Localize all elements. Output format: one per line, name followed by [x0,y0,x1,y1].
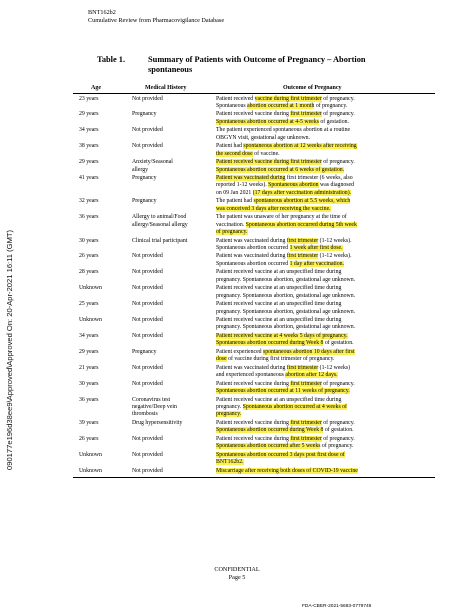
medical-history-cell [132,111,216,118]
highlighted-text: of pregnancy. [216,229,248,235]
outcome-text: of gestation. [318,118,349,125]
table-row [0,285,474,300]
outcome-cell [216,198,438,213]
medical-history-line: Drug hypersensitivity [132,419,183,426]
medical-history-line: Not provided [132,451,163,458]
outcome-line [216,468,438,475]
age-cell: 29 years [79,348,99,355]
highlighted-text: Miscarriage after receiving both doses of COVID-19 vaccine [216,467,358,474]
page-number: Page 5 [228,574,246,581]
highlighted-text: Patient received vaccine at 4 weeks 5 days of pregnancy. [216,332,348,339]
age-cell: 41 years [79,175,99,181]
outcome-text: OBGYN visit, gestational age unknown. [216,134,311,141]
column-header-medical-history: Medical History [145,85,187,91]
table-row [0,365,474,380]
highlighted-text: 1 day after vaccination. [289,260,344,267]
outcome-text: Spontaneous abortion occurred [216,244,290,251]
table-row [0,381,474,396]
table-row [0,397,474,419]
highlighted-text: (17 days after vaccination administration). [252,189,352,196]
highlighted-text: Spontaneous abortion occurred at 6 weeks of gestation. [216,166,345,173]
age-cell: 39 years [79,419,99,426]
outcome-cell [216,301,438,316]
outcome-cell [216,420,438,435]
outcome-cell [216,397,438,419]
medical-history-line: Not provided [132,285,163,292]
table-row [0,159,474,174]
outcome-line [216,111,438,118]
table-title-line: spontaneous [148,64,193,74]
outcome-text: of pregnancy. [321,95,355,102]
table-row [0,333,474,348]
outcome-text: and experienced spontaneous [216,372,286,379]
medical-history-line: Not provided [132,435,163,442]
outcome-text: Patient received vaccine during [216,419,291,426]
age-cell: Unknown [79,317,102,323]
medical-history-line: Not provided [132,95,163,102]
highlighted-text: spontaneous abortion at 12 weeks after receiving [243,143,357,150]
medical-history-cell [132,317,216,324]
medical-history-cell [132,238,216,245]
medical-history-cell [132,333,216,340]
highlighted-text: first trimester [290,380,322,387]
outcome-line [216,356,438,363]
medical-history-cell [132,301,216,308]
table-row [0,238,474,253]
highlighted-text: BNT162b2. [216,459,244,465]
medical-history-line: Allergy to animal/Food [132,214,187,221]
outcome-text: Patient received vaccine during [216,380,291,387]
outcome-line [216,269,438,276]
outcome-text: Patient received vaccine at an unspecified time during [216,301,342,308]
column-header-age: Age [91,85,101,91]
outcome-text: Patient was vaccinated during [216,237,287,244]
outcome-line [216,452,438,459]
highlighted-text: Spontaneous abortion [268,182,319,189]
highlighted-text: abortion occurred at 1 month [247,102,315,109]
highlighted-text: Spontaneous abortion occurred 3 days post first dose of [216,451,345,458]
outcome-line [216,238,438,245]
table-row [0,420,474,435]
outcome-text: Patient received vaccine during [216,435,291,442]
highlighted-text: first trimester [286,237,319,244]
outcome-line [216,397,438,404]
highlighted-text: first trimester [290,111,322,118]
outcome-text: (1-12 weeks). [318,253,352,260]
outcome-line [216,317,438,324]
outcome-line [216,436,438,443]
outcome-line [216,404,438,411]
highlighted-text: abortion after 12 days. [285,372,338,379]
highlighted-text: vaccine during first trimester [254,95,322,102]
document-reference: FDA-CBER-2021-5683-0779749 [302,604,372,609]
outcome-line [216,222,438,229]
age-cell: 32 years [79,198,99,205]
table-row [0,214,474,236]
table-row [0,198,474,213]
highlighted-text: Spontaneous abortion occurred during 5th week [245,221,357,228]
outcome-line [216,143,438,150]
outcome-text: Patient received vaccine during [216,111,291,118]
outcome-line [216,253,438,260]
medical-history-line: Not provided [132,380,163,387]
medical-history-line: Not provided [132,253,163,260]
table-number: Table 1. [97,55,126,64]
outcome-line [216,198,438,205]
outcome-line [216,443,438,450]
medical-history-line: Pregnancy [132,175,157,181]
outcome-text: Patient was vaccinated during [216,253,287,260]
highlighted-text: first trimester [286,253,319,260]
outcome-text: Patient received vaccine at an unspecified time during [216,396,342,403]
outcome-line [216,182,438,189]
outcome-line [216,96,438,103]
outcome-line [216,261,438,268]
outcome-cell [216,436,438,451]
outcome-cell [216,127,438,142]
table-row [0,468,474,475]
outcome-text: first trimester (6 weeks, also [285,175,353,181]
outcome-text: of pregnancy. [321,419,355,426]
outcome-line [216,381,438,388]
outcome-line [216,324,438,331]
outcome-text: pregnancy. Spontaneous abortion, gestational age unknown. [216,276,356,283]
medical-history-cell [132,96,216,103]
medical-history-line: Clinical trial participant [132,237,188,244]
outcome-text: Patient received vaccine at an unspecified time during [216,285,342,292]
medical-history-cell [132,143,216,150]
table-row [0,452,474,467]
table-row [0,253,474,268]
age-cell: 28 years [79,269,99,276]
medical-history-line: negative/Deep vein [132,403,177,410]
highlighted-text: first trimester [286,364,319,371]
medical-history-line: Pregnancy [132,198,157,205]
outcome-cell [216,143,438,158]
outcome-text: The patient experienced spontaneous abortion at a routine [216,127,351,134]
outcome-text: Patient experienced [216,348,263,355]
outcome-cell [216,214,438,236]
medical-history-line: Not provided [132,301,163,308]
outcome-line [216,411,438,418]
highlighted-text: Spontaneous abortion occurred during Week 8 [216,427,324,434]
outcome-cell [216,468,438,475]
table-row [0,96,474,111]
outcome-text: Patient was vaccinated during [216,364,287,371]
outcome-line [216,388,438,395]
medical-history-line: Anxiety/Seasonal [132,159,173,166]
outcome-text: of vaccine during first trimester of pregnancy. [226,356,335,363]
highlighted-text: Spontaneous abortion occurred at 4-5 weeks [216,118,319,125]
outcome-cell [216,238,438,253]
medical-history-cell [132,349,216,356]
medical-history-cell [132,159,216,174]
highlighted-text: spontaneous abortion 10 days after first [263,348,355,355]
medical-history-line: Not provided [132,127,163,134]
highlighted-text: Spontaneous abortion occurred at 4 weeks of [242,403,347,410]
age-cell: 29 years [79,159,99,166]
age-cell: 26 years [79,253,99,260]
outcome-text: Patient received vaccine at an unspecified time during [216,269,342,276]
outcome-cell [216,159,438,174]
outcome-text: The patient had [216,198,254,205]
outcome-line [216,214,438,221]
highlighted-text: Spontaneous abortion occurred at 11 weeks of pregnancy. [216,388,350,394]
outcome-cell [216,452,438,467]
table-bottom-rule [73,477,435,478]
highlighted-text: dose [216,356,227,363]
outcome-cell [216,349,438,364]
outcome-text: Spontaneous abortion occurred [216,260,290,267]
table-row [0,143,474,158]
medical-history-cell [132,397,216,419]
table-row [0,301,474,316]
outcome-text: pregnancy. [216,403,243,410]
outcome-line [216,167,438,174]
outcome-line [216,127,438,134]
age-cell: 29 years [79,111,99,118]
medical-history-cell [132,175,216,182]
medical-history-cell [132,436,216,443]
outcome-line [216,159,438,166]
outcome-line [216,459,438,466]
age-cell: Unknown [79,467,102,474]
table-title-line: Summary of Patients with Outcome of Pregnancy – Abortion [148,55,366,64]
medical-history-line: Not provided [132,332,163,339]
table-row [0,269,474,284]
outcome-text: Patient received [216,95,255,102]
approval-stamp: 090177e196d38ee9\Approved\Approved On: 20-Apr-2021 16:11 (GMT) [5,229,14,470]
outcome-cell [216,285,438,300]
outcome-cell [216,365,438,380]
highlighted-text: 1 week after first dose. [289,244,343,251]
medical-history-line: allergy/Seasonal allergy [132,221,188,228]
highlighted-text: was conceived 3 days after receiving the vaccine. [216,205,331,212]
medical-history-cell [132,214,216,229]
document-subtitle: Cumulative Review from Pharmacovigilance Database [88,17,225,25]
outcome-line [216,135,438,142]
outcome-text: of gestation. [323,427,354,434]
outcome-text: of gestation. [323,340,354,347]
outcome-text: Patient received vaccine at an unspecified time during [216,317,342,323]
age-cell: 36 years [79,396,99,403]
outcome-line [216,245,438,252]
medical-history-line: Not provided [132,317,163,323]
age-cell: 36 years [79,214,99,221]
outcome-line [216,365,438,372]
outcome-line [216,285,438,292]
age-cell: 30 years [79,237,99,244]
outcome-line [216,427,438,434]
product-name: BNT162b2 [88,9,116,16]
outcome-line [216,277,438,284]
outcome-line [216,372,438,379]
highlighted-text: Spontaneous abortion occurred during Week 8 [216,340,324,347]
age-cell: 23 years [79,95,99,102]
medical-history-line: allergy [132,166,148,173]
highlighted-text: first trimester [290,419,322,426]
outcome-text: pregnancy. Spontaneous abortion, gestational age unknown. [216,292,356,299]
confidential-label: CONFIDENTIAL [214,566,260,573]
table-row [0,111,474,126]
medical-history-cell [132,381,216,388]
medical-history-line: thrombosis [132,411,158,418]
outcome-text: of pregnancy. [321,435,355,442]
outcome-text: of pregnancy. [314,102,348,109]
medical-history-cell [132,285,216,292]
outcome-cell [216,381,438,396]
highlighted-text: pregnancy. [216,411,242,418]
highlighted-text: spontaneous abortion at 5.5 weeks, which [253,198,351,205]
outcome-text: pregnancy. Spontaneous abortion, gestational age unknown. [216,324,356,331]
outcome-line [216,190,438,197]
outcome-text: The patient was unaware of her pregnancy at the time of [216,214,347,221]
age-cell: 21 years [79,364,99,371]
outcome-cell [216,253,438,268]
outcome-text: of pregnancy. [321,380,355,387]
outcome-text: of pregnancy. [321,159,355,166]
table-title [148,55,438,74]
outcome-text: was diagnosed [318,182,354,189]
outcome-cell [216,111,438,126]
outcome-text: of pregnancy. [321,111,355,118]
age-cell: 26 years [79,435,99,442]
age-cell: Unknown [79,285,102,292]
outcome-cell [216,333,438,348]
age-cell: 30 years [79,380,99,387]
medical-history-line: Pregnancy [132,348,157,355]
outcome-line [216,340,438,347]
outcome-text: vaccination. [216,221,246,228]
outcome-text: Spontaneous [216,102,248,109]
age-cell: 34 years [79,332,99,339]
document-header [88,9,224,25]
medical-history-cell [132,127,216,134]
outcome-line [216,206,438,213]
outcome-text: of vaccine. [252,150,280,157]
outcome-text: (1-12 weeks). [318,237,352,244]
outcome-cell [216,269,438,284]
age-cell: 38 years [79,143,99,150]
medical-history-cell [132,468,216,475]
table-row [0,127,474,142]
outcome-line [216,151,438,158]
outcome-cell [216,96,438,111]
outcome-text: pregnancy. Spontaneous abortion, gestational age unknown. [216,308,356,315]
highlighted-text: Spontaneous abortion occurred after 5 weeks [216,443,321,450]
highlighted-text: the second dose [216,150,253,157]
column-header-outcome: Outcome of Pregnancy [283,85,342,91]
table-row [0,349,474,364]
medical-history-cell [132,452,216,459]
highlighted-text: Patient received vaccine during first trimester [216,159,322,166]
medical-history-cell [132,253,216,260]
outcome-line [216,301,438,308]
outcome-text: reported 1-12 weeks). [216,182,269,189]
outcome-text: Patient had [216,143,244,150]
medical-history-line: Pregnancy [132,111,157,118]
age-cell: 25 years [79,301,99,308]
medical-history-line: Not provided [132,467,163,474]
age-cell: Unknown [79,451,102,458]
medical-history-line: Not provided [132,269,163,276]
outcome-cell [216,317,438,332]
outcome-text: (1-12 weeks) [318,364,351,371]
table-row [0,175,474,197]
outcome-line [216,229,438,236]
medical-history-cell [132,365,216,372]
table-row [0,436,474,451]
outcome-text: on 09 Jan 2021 [216,189,253,196]
highlighted-text: Patient was vaccinated during [216,175,286,181]
medical-history-cell [132,269,216,276]
outcome-line [216,103,438,110]
highlighted-text: first trimester [290,435,322,442]
medical-history-line: Not provided [132,143,163,150]
outcome-line [216,309,438,316]
outcome-line [216,293,438,300]
outcome-line [216,119,438,126]
header-rule [73,93,435,94]
outcome-cell [216,175,438,197]
table-row [0,317,474,332]
age-cell: 34 years [79,127,99,134]
medical-history-line: Not provided [132,364,163,371]
medical-history-line: Coronavirus test [132,396,171,403]
outcome-text: of pregnancy. [320,443,354,450]
medical-history-cell [132,198,216,205]
medical-history-cell [132,420,216,427]
